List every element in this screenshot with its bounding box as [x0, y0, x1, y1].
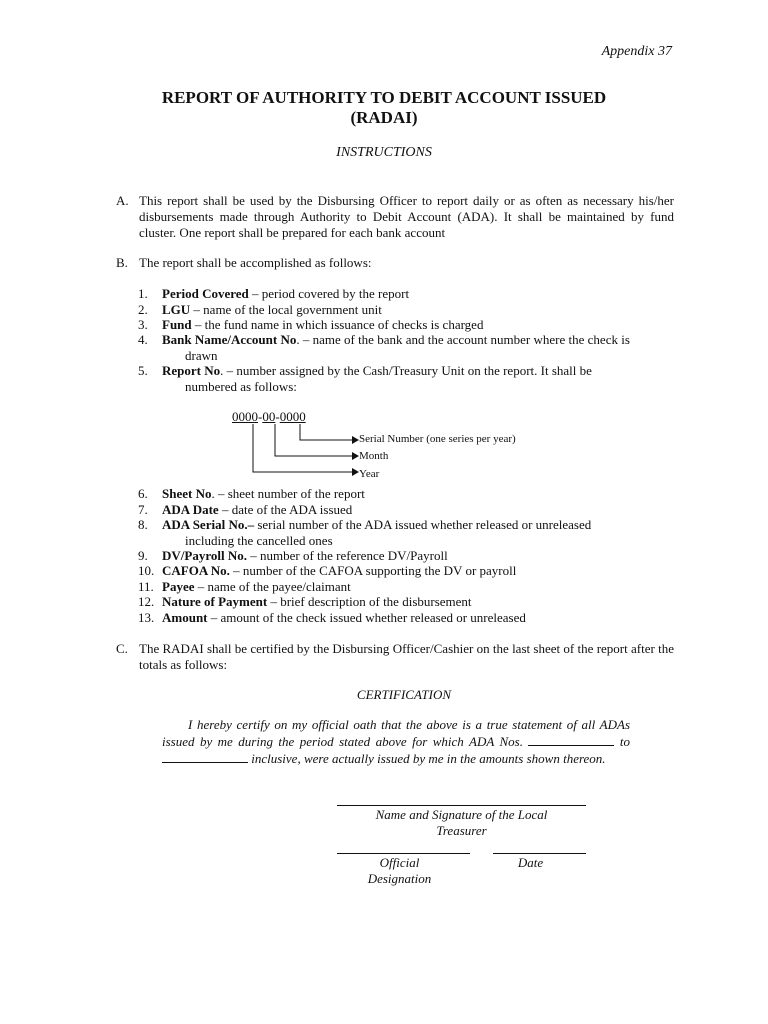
- list-item: 10. CAFOA No. – number of the CAFOA supporting the DV or payroll: [138, 563, 517, 578]
- item-desc: serial number of the ADA issued whether released or unreleased: [254, 517, 592, 532]
- list-item: 4. Bank Name/Account No. – name of the bank and the account number where the check is drawn: [138, 332, 674, 363]
- list-item: 13. Amount – amount of the check issued whether released or unreleased: [138, 610, 526, 625]
- document-title-acronym: (RADAI): [350, 108, 418, 127]
- appendix-label: Appendix 37: [601, 44, 672, 59]
- item-term: Bank Name/Account No: [162, 332, 297, 347]
- list-item: 3. Fund – the fund name in which issuance of checks is charged: [138, 317, 484, 332]
- list-item: 11. Payee – name of the payee/claimant: [138, 579, 351, 594]
- section-a-letter: A.: [116, 193, 129, 208]
- document-title: REPORT OF AUTHORITY TO DEBIT ACCOUNT ISSUED: [161, 88, 607, 107]
- item-desc: – the fund name in which issuance of checks is charged: [191, 317, 484, 332]
- item-desc: – period covered by the report: [248, 286, 410, 301]
- designation-label: Official Designation: [367, 855, 432, 886]
- section-c-letter: C.: [116, 641, 128, 656]
- signature-line: [337, 805, 586, 806]
- item-term: Payee: [162, 579, 195, 594]
- item-term: ADA Serial No.–: [162, 517, 255, 532]
- item-term: Fund: [162, 317, 192, 332]
- section-a-text: This report shall be used by the Disbursing Officer to report daily or as often as necessary his/her disbursements made through Authority to Debit Account (ADA). It shall be maintained by fund cluster. One report shall be prepared for each bank account: [139, 193, 674, 240]
- item-term: Sheet No: [162, 486, 212, 501]
- ada-to-blank[interactable]: [162, 750, 248, 763]
- item-desc: – number of the reference DV/Payroll: [246, 548, 448, 563]
- list-item: 6. Sheet No. – sheet number of the report: [138, 486, 365, 501]
- item-desc: – name of the local government unit: [190, 302, 382, 317]
- code-separator: -: [258, 409, 263, 424]
- serial-number-label: Serial Number (one series per year): [359, 433, 516, 445]
- item-term: Period Covered: [162, 286, 249, 301]
- item-term: Amount: [162, 610, 208, 625]
- report-number-format: [232, 409, 306, 425]
- list-item: 9. DV/Payroll No. – number of the reference DV/Payroll: [138, 548, 448, 563]
- certification-title: CERTIFICATION: [356, 687, 452, 702]
- item-desc: – date of the ADA issued: [218, 502, 353, 517]
- date-line: [493, 853, 586, 854]
- report-number-arrows: [240, 424, 360, 476]
- item-desc: . – number assigned by the Cash/Treasury Unit on the report. It shall be: [220, 363, 592, 378]
- code-year-part: 0000: [232, 409, 258, 424]
- month-label: Month: [359, 450, 389, 462]
- code-serial-part: 0000: [279, 409, 306, 424]
- item-desc-continued: including the cancelled ones: [185, 532, 333, 548]
- item-term: Report No: [162, 363, 221, 378]
- item-term: LGU: [162, 302, 191, 317]
- item-term: CAFOA No.: [162, 563, 230, 578]
- item-desc: – amount of the check issued whether released or unreleased: [207, 610, 526, 625]
- list-item: 8. ADA Serial No.– serial number of the ADA issued whether released or unreleased including the cancelled ones: [138, 517, 674, 548]
- instructions-heading: INSTRUCTIONS: [336, 145, 432, 160]
- code-month-part: 00: [262, 409, 276, 424]
- item-desc: . – name of the bank and the account number where the check is: [296, 332, 630, 347]
- item-desc: – number of the CAFOA supporting the DV or payroll: [229, 563, 517, 578]
- item-desc-continued: numbered as follows:: [185, 378, 297, 394]
- item-term: ADA Date: [162, 502, 219, 517]
- list-item: 5. Report No. – number assigned by the Cash/Treasury Unit on the report. It shall be numbered as follows:: [138, 363, 674, 394]
- list-item: 7. ADA Date – date of the ADA issued: [138, 502, 353, 517]
- item-term: Nature of Payment: [162, 594, 268, 609]
- certification-text: I hereby certify on my official oath that the above is a true statement of all ADAs issued by me during the period stated above for which ADA Nos. to inclusive, were actually issued by me in the amounts shown thereon.: [162, 717, 630, 766]
- item-desc: – brief description of the disbursement: [267, 594, 472, 609]
- signature-label: Name and Signature of the Local Treasurer: [375, 807, 548, 838]
- year-label: Year: [359, 468, 380, 480]
- list-item: 12. Nature of Payment – brief description of the disbursement: [138, 594, 472, 609]
- ada-from-blank[interactable]: [528, 733, 614, 746]
- section-b-text: The report shall be accomplished as follows:: [139, 255, 372, 270]
- list-item: 2. LGU – name of the local government unit: [138, 302, 382, 317]
- item-term: DV/Payroll No.: [162, 548, 247, 563]
- code-separator: -: [275, 409, 280, 424]
- item-desc-continued: drawn: [185, 347, 218, 363]
- section-b-letter: B.: [116, 255, 128, 270]
- designation-line: [337, 853, 470, 854]
- list-item: 1. Period Covered – period covered by the report: [138, 286, 410, 301]
- item-desc: – name of the payee/claimant: [194, 579, 351, 594]
- section-c-text: The RADAI shall be certified by the Disbursing Officer/Cashier on the last sheet of the report after the totals as follows:: [139, 641, 674, 672]
- item-desc: . – sheet number of the report: [211, 486, 365, 501]
- date-label: Date: [517, 855, 544, 870]
